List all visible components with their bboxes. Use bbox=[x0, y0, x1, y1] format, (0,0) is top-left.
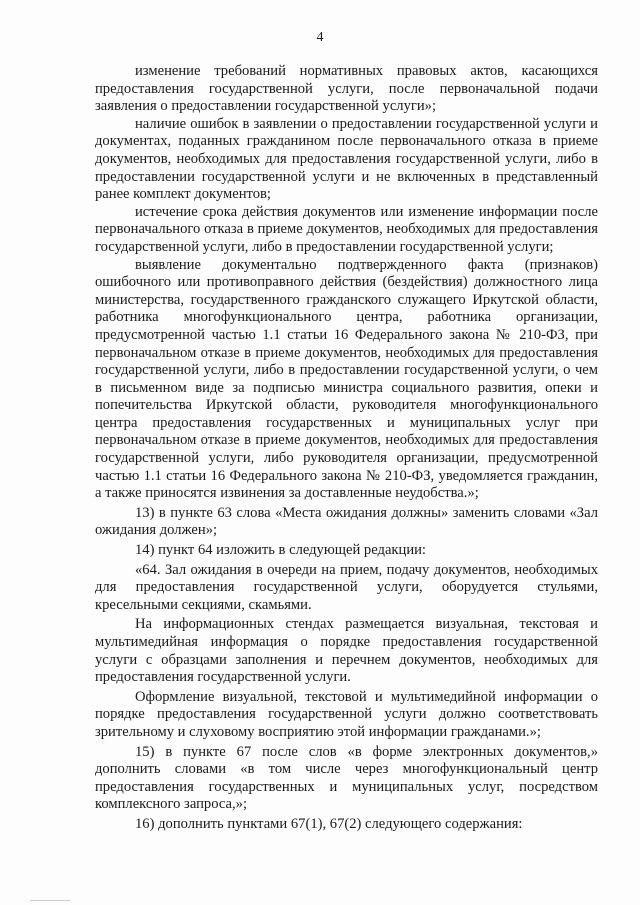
paragraph: На информационных стендах размещается визуальная, текстовая и мультимедийная информация о порядке предоставления государственной услуги с образцами заполнения и перечнем документов, необходимых для предоставления государственной услуги. bbox=[95, 616, 598, 686]
page-number: 4 bbox=[316, 30, 324, 45]
paragraph: «64. Зал ожидания в очереди на прием, подачу документов, необходимых для предоставления государственной услуги, оборудуется стульями, кресельными секциями, скамьями. bbox=[95, 561, 598, 613]
paragraph: изменение требований нормативных правовых актов, касающихся предоставления государственной услуги, после первоначальной подачи заявления о предоставлении государственной услуги»; bbox=[95, 63, 598, 115]
scan-mark bbox=[30, 900, 70, 901]
paragraph: Оформление визуальной, текстовой и мультимедийной информации о порядке предоставления государственной услуги должно соответствовать зрительному и слуховому восприятию этой информации гражданами.»; bbox=[95, 688, 598, 740]
paragraph: 14) пункт 64 изложить в следующей редакции: bbox=[135, 542, 426, 559]
document-body bbox=[95, 63, 598, 834]
paragraph: истечение срока действия документов или изменение информации после первоначального отказа в приеме документов, необходимых для предоставления государственной услуги, либо в предоставлении государственной услуги; bbox=[95, 203, 598, 255]
paragraph: наличие ошибок в заявлении о предоставлении государственной услуги и документах, поданных гражданином после первоначального отказа в приеме документов, необходимых для предоставления государственной услуги, либо в предоставлении государственной услуги и не включенных в представленный ранее комплект документов; bbox=[95, 115, 598, 203]
paragraph: 15) в пункте 67 после слов «в форме электронных документов,» дополнить словами «в том числе через многофункциональный центр предоставления государственных и муниципальных услуг, посредством комплексного запроса,»; bbox=[95, 743, 598, 813]
paragraph: выявление документально подтвержденного факта (признаков) ошибочного или противоправного действия (бездействия) должностного лица министерства, государственного гражданского служащего Иркутской области, работника многофункционального центра, работника организации, предусмотренной частью 1.1 статьи 16 Федерального закона № 210-ФЗ, при первоначальном отказе в приеме документов, необходимых для предоставления государственной услуги, либо в предоставлении государственной услуги, о чем в письменном виде за подписью министра социального развития, опеки и попечительства Иркутской области, руководителя многофункционального центра предоставления государственных и муниципальных услуг при первоначальном отказе в приеме документов, необходимых для предоставления государственной услуги, либо руководителя организации, предусмотренной частью 1.1 статьи 16 Федерального закона № 210-ФЗ, уведомляется гражданин, а также приносятся извинения за доставленные неудобства.»; bbox=[95, 256, 598, 502]
paragraph: 13) в пункте 63 слова «Места ожидания должны» заменить словами «Зал ожидания должен»; bbox=[95, 504, 598, 539]
paragraph: 16) дополнить пунктами 67(1), 67(2) следующего содержания: bbox=[135, 815, 523, 832]
